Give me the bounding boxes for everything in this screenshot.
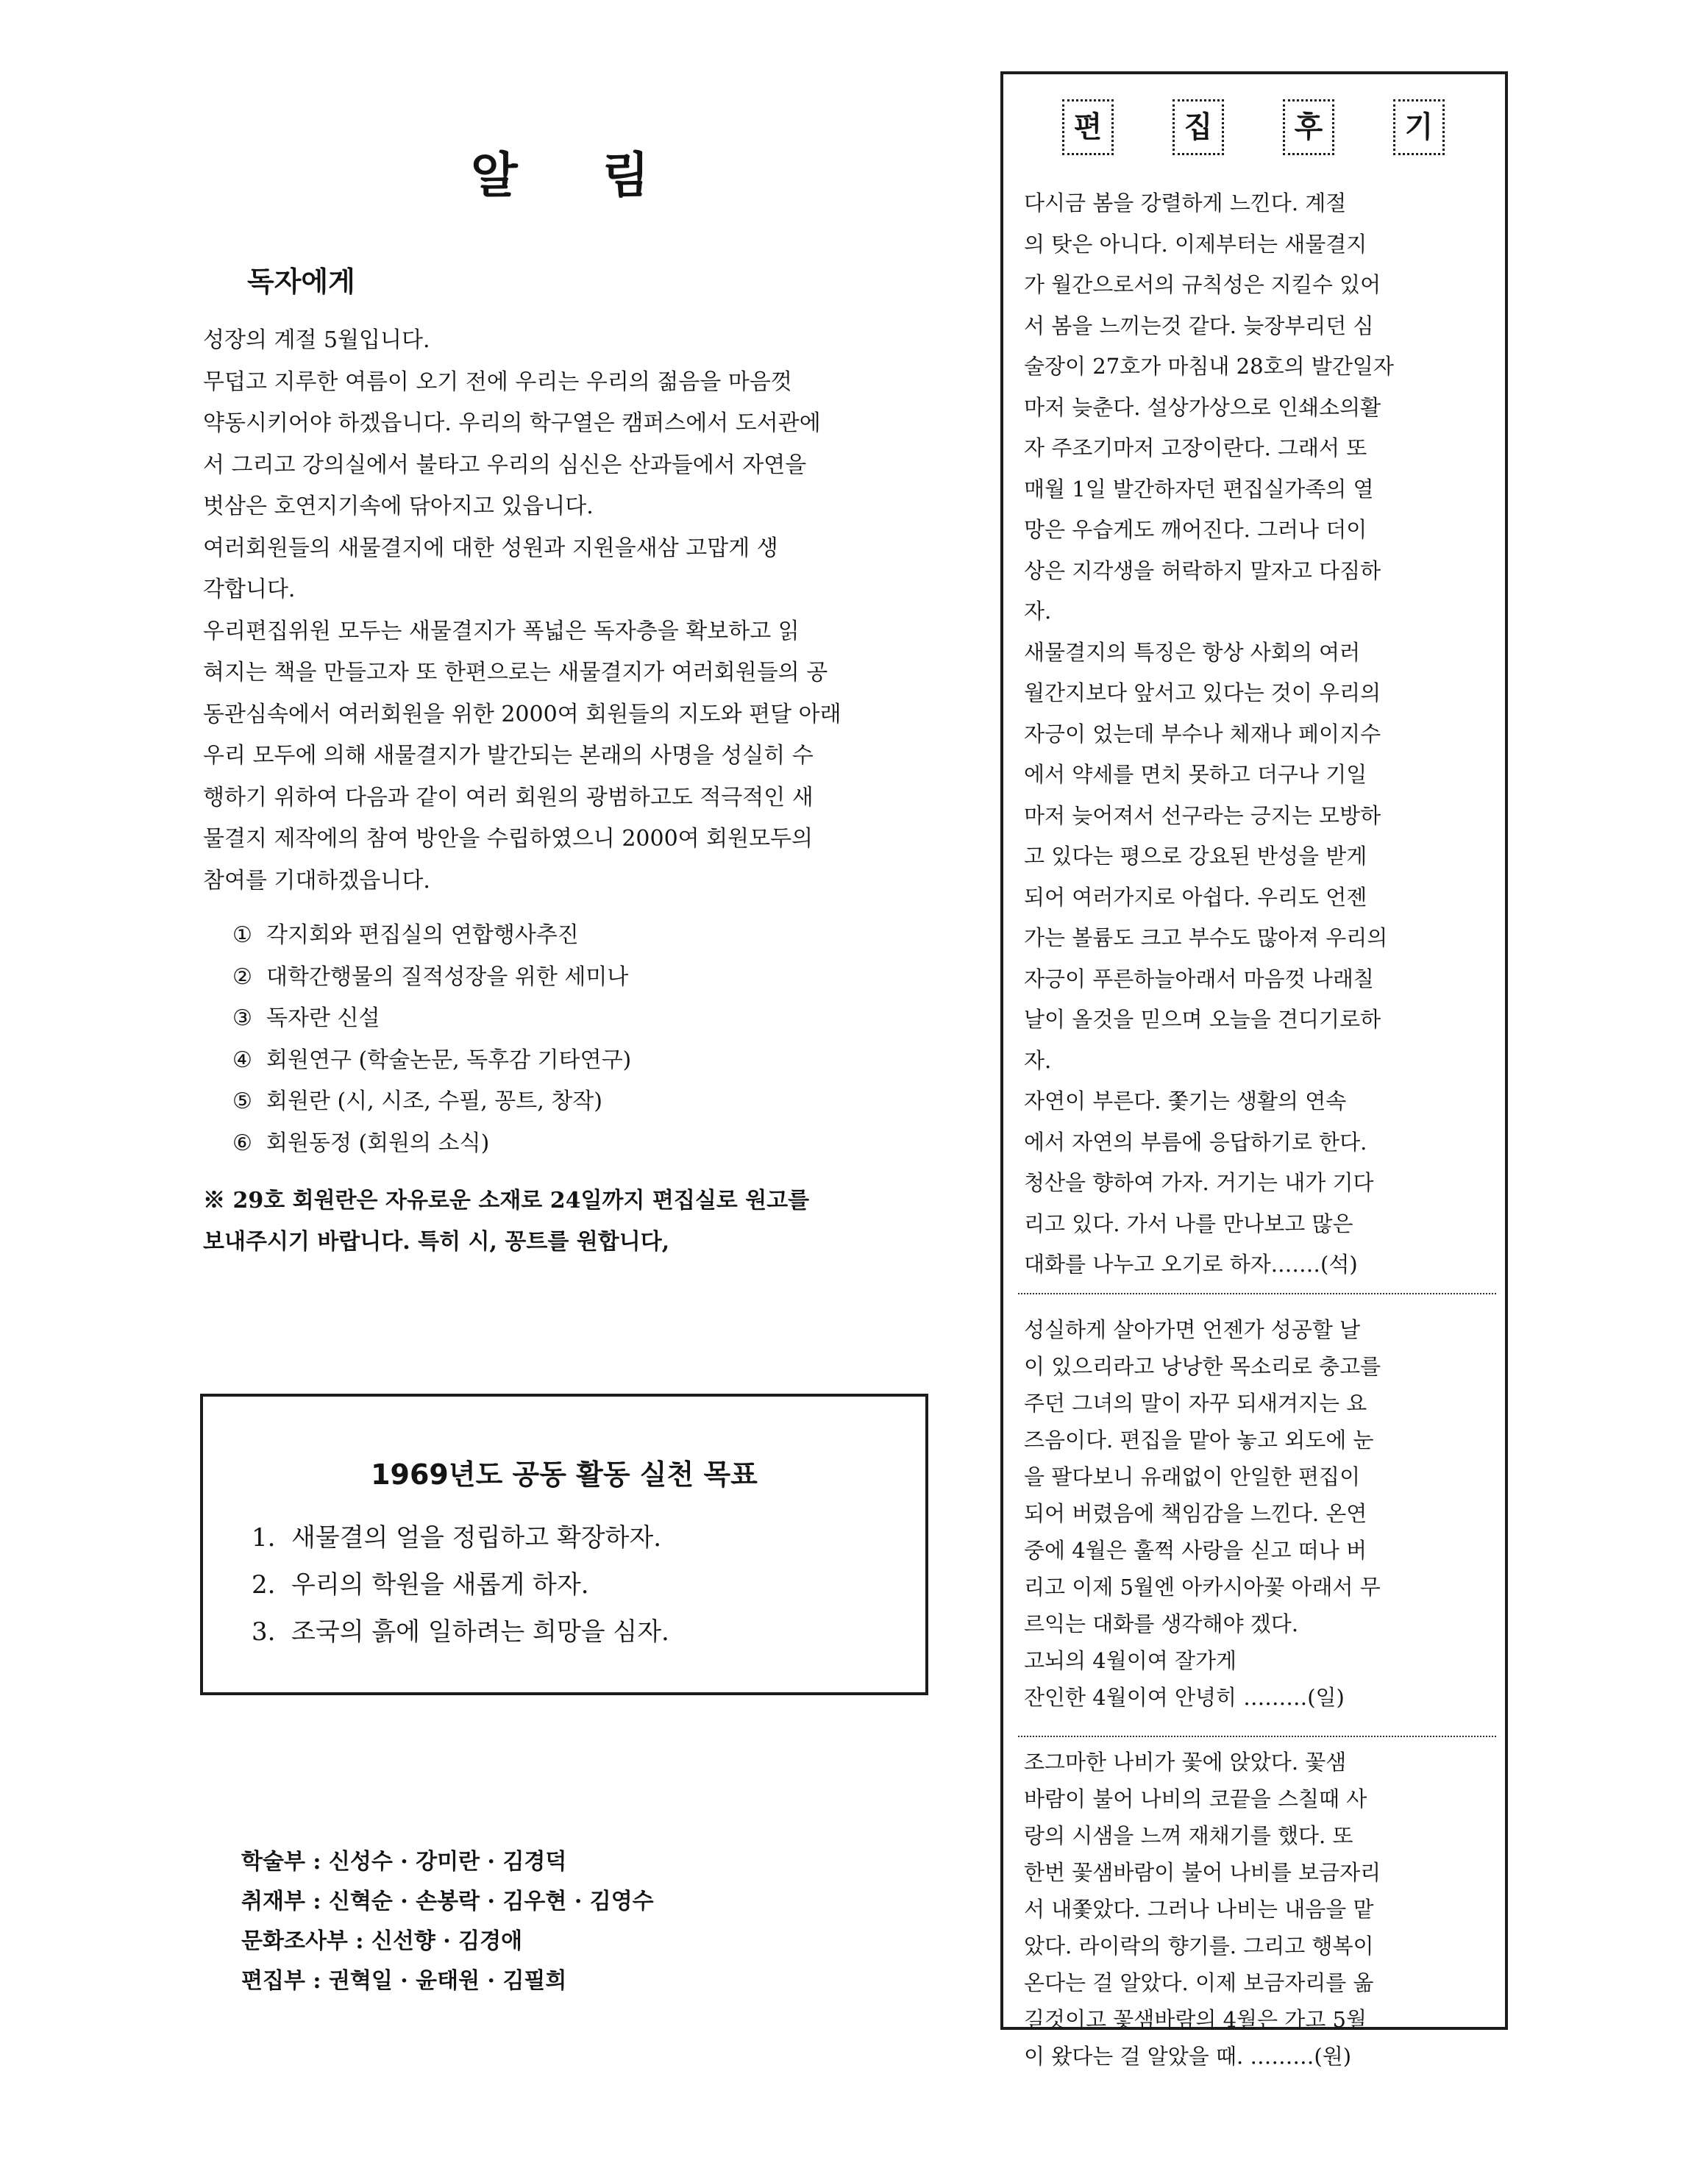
editor-line: 매월 1일 발간하자던 편집실가족의 열 xyxy=(1024,476,1374,502)
list-item xyxy=(232,998,961,1040)
list-item xyxy=(232,1040,961,1082)
editor-line: 새물결지의 특징은 항상 사회의 여러 xyxy=(1024,639,1361,665)
list-item xyxy=(232,1081,961,1123)
staff-line: 문화조사부 : 신선향 · 김경애 xyxy=(241,1928,523,1954)
editor-line: 자긍이 푸른하늘아래서 마음껏 나래칠 xyxy=(1024,966,1374,991)
editor-line: 의 탓은 아니다. 이제부터는 새물결지 xyxy=(1024,231,1367,257)
editor-line: 자긍이 었는데 부수나 체재나 페이지수 xyxy=(1024,721,1381,746)
editor-heading xyxy=(1062,99,1452,157)
editor-line: 랑의 시샘을 느껴 재채기를 했다. 또 xyxy=(1024,1823,1353,1848)
body-line: 참여를 기대하겠읍니다. xyxy=(203,867,430,894)
editor-line: 술장이 27호가 마침내 28호의 발간일자 xyxy=(1024,354,1394,379)
item-number: ① xyxy=(232,922,252,948)
body-line: 우리 모두에 의해 새물결지가 발간되는 본래의 사명을 성실히 수 xyxy=(203,743,814,769)
item-number: 3. xyxy=(252,1617,276,1647)
list-item xyxy=(232,957,961,999)
section-divider xyxy=(1018,1293,1496,1294)
editor-line: 서 봄을 느끼는것 같다. 늦장부리던 심 xyxy=(1024,313,1374,338)
editor-line: 자. xyxy=(1024,599,1052,624)
body-line: 성장의 계절 5월입니다. xyxy=(203,327,430,353)
editor-line: 서 내쫓았다. 그러나 나비는 내음을 맡 xyxy=(1024,1897,1374,1922)
body-line: 여러회원들의 새물결지에 대한 성원과 지원을새삼 고맙게 생 xyxy=(203,535,778,561)
goal-item xyxy=(252,1514,669,1561)
editor-line: 가 월간으로서의 규칙성은 지킬수 있어 xyxy=(1024,272,1381,297)
goal-item xyxy=(252,1561,669,1608)
editor-line: 고 있다는 평으로 강요된 반성을 받게 xyxy=(1024,844,1367,869)
goals-title: 1969년도 공동 활동 실천 목표 xyxy=(371,1458,758,1491)
staff-line: 취재부 : 신혁순 · 손봉락 · 김우현 · 김영수 xyxy=(241,1889,654,1914)
body-line: 동관심속에서 여러회원을 위한 2000여 회원들의 지도와 편달 아래 xyxy=(203,701,841,727)
item-text: 각지회와 편집실의 연합행사추진 xyxy=(266,922,579,948)
staff-line: 편집부 : 권혁일 · 윤태원 · 김필희 xyxy=(241,1968,567,1994)
notice-body xyxy=(203,320,961,902)
editor-line: 주던 그녀의 말이 자꾸 되새겨지는 요 xyxy=(1024,1391,1367,1416)
note-line: ※ 29호 회원란은 자유로운 소재로 24일까지 편집실로 원고를 xyxy=(203,1188,810,1213)
heading-char: 편 xyxy=(1062,99,1114,155)
editor-line: 았다. 라이락의 향기를. 그리고 행복이 xyxy=(1024,1934,1374,1959)
editor-section-2 xyxy=(1024,1311,1495,1716)
item-text: 회원란 (시, 시조, 수필, 꽁트, 창작) xyxy=(266,1088,602,1114)
item-number: ④ xyxy=(232,1047,252,1073)
heading-char: 기 xyxy=(1393,99,1445,155)
item-text: 새물결의 얼을 정립하고 확장하자. xyxy=(291,1523,662,1553)
body-line: 무덥고 지루한 여름이 오기 전에 우리는 우리의 젊음을 마음껏 xyxy=(203,368,792,395)
goals-list xyxy=(252,1514,669,1656)
editor-line: 을 팔다보니 유래없이 안일한 편집이 xyxy=(1024,1464,1361,1489)
editor-line: 길것이고 꽃샘바람의 4월은 가고 5월 xyxy=(1024,2007,1367,2032)
item-number: ⑤ xyxy=(232,1088,252,1114)
item-number: ⑥ xyxy=(232,1130,252,1156)
editor-line: 청산을 향하여 가자. 거기는 내가 기다 xyxy=(1024,1170,1374,1195)
editor-line: 성실하게 살아가면 언젠가 성공할 날 xyxy=(1024,1317,1361,1342)
editor-section-1 xyxy=(1024,183,1495,1286)
editor-line: 한번 꽃샘바람이 불어 나비를 보금자리 xyxy=(1024,1860,1381,1885)
goals-box xyxy=(200,1394,928,1695)
editor-line: 리고 이제 5월엔 아카시아꽃 아래서 무 xyxy=(1024,1575,1381,1600)
editor-line: 고뇌의 4월이여 잘가게 xyxy=(1024,1648,1237,1673)
editor-line: 다시금 봄을 강렬하게 느낀다. 계절 xyxy=(1024,190,1347,215)
body-line: 행하기 위하여 다음과 같이 여러 회원의 광범하고도 적극적인 새 xyxy=(203,784,814,810)
editor-line: 마저 늦춘다. 설상가상으로 인쇄소의활 xyxy=(1024,394,1381,420)
list-item xyxy=(232,1123,961,1165)
editor-line: 조그마한 나비가 꽃에 앉았다. 꽃샘 xyxy=(1024,1750,1347,1775)
body-line: 물결지 제작에의 참여 방안을 수립하였으니 2000여 회원모두의 xyxy=(203,826,814,852)
item-number: 2. xyxy=(252,1570,276,1600)
body-line: 각합니다. xyxy=(203,577,296,602)
item-text: 회원연구 (학술논문, 독후감 기타연구) xyxy=(266,1047,632,1073)
editor-line: 망은 우습게도 깨어진다. 그러나 더이 xyxy=(1024,517,1367,542)
editor-line: 이 있으리라고 낭낭한 목소리로 충고를 xyxy=(1024,1354,1381,1379)
participation-list xyxy=(232,915,961,1164)
list-item xyxy=(232,915,961,957)
item-number: ② xyxy=(232,963,252,990)
notice-title: 알 림 xyxy=(471,147,683,204)
editor-line: 월간지보다 앞서고 있다는 것이 우리의 xyxy=(1024,680,1381,705)
editor-line: 마저 늦어져서 선구라는 긍지는 모방하 xyxy=(1024,802,1381,828)
editor-line: 되어 버렸음에 책임감을 느낀다. 온연 xyxy=(1024,1501,1367,1526)
goal-item xyxy=(252,1608,669,1656)
editor-line: 온다는 걸 알았다. 이제 보금자리를 옮 xyxy=(1024,1970,1374,1995)
editor-section-3 xyxy=(1024,1744,1495,2075)
item-number: 1. xyxy=(252,1523,276,1553)
editor-line: 상은 지각생을 허락하지 말자고 다짐하 xyxy=(1024,557,1381,583)
body-line: 서 그리고 강의실에서 불타고 우리의 심신은 산과들에서 자연을 xyxy=(203,452,807,478)
editor-line: 가는 볼륨도 크고 부수도 많아져 우리의 xyxy=(1024,925,1388,950)
editor-line: 즈음이다. 편집을 맡아 놓고 외도에 눈 xyxy=(1024,1428,1374,1453)
heading-char: 집 xyxy=(1173,99,1224,155)
editor-postscript-box xyxy=(1000,71,1508,2069)
item-text: 우리의 학원을 새롭게 하자. xyxy=(291,1570,589,1600)
body-line: 혀지는 책을 만들고자 또 한편으로는 새물결지가 여러회원들의 공 xyxy=(203,660,828,685)
editor-line: 잔인한 4월이여 안녕히 ………(일) xyxy=(1024,1685,1345,1710)
item-text: 대학간행물의 질적성장을 위한 세미나 xyxy=(266,963,629,990)
body-line: 우리편집위원 모두는 새물결지가 폭넓은 독자층을 확보하고 읽 xyxy=(203,618,800,644)
editor-line: 되어 여러가지로 아쉽다. 우리도 언젠 xyxy=(1024,884,1367,910)
editor-line: 자 주조기마저 고장이란다. 그래서 또 xyxy=(1024,435,1367,460)
staff-line: 학술부 : 신성수 · 강미란 · 김경덕 xyxy=(241,1849,567,1875)
editor-line: 중에 4월은 훌쩍 사랑을 싣고 떠나 버 xyxy=(1024,1538,1367,1563)
editor-line: 르익는 대화를 생각해야 겠다. xyxy=(1024,1611,1299,1636)
editor-line: 자연이 부른다. 쫓기는 생활의 연속 xyxy=(1024,1088,1347,1113)
body-line: 약동시키어야 하겠읍니다. 우리의 학구열은 캠퍼스에서 도서관에 xyxy=(203,410,821,436)
note-line: 보내주시기 바랍니다. 특히 시, 꽁트를 원합니다, xyxy=(203,1229,670,1255)
editor-line: 대화를 나누고 오기로 하자.……(석) xyxy=(1024,1252,1358,1277)
section-divider xyxy=(1018,1736,1496,1737)
body-line: 벗삼은 호연지기속에 닦아지고 있읍니다. xyxy=(203,493,594,519)
editor-line: 이 왔다는 걸 알았을 때. ………(원) xyxy=(1024,2044,1352,2069)
heading-char: 후 xyxy=(1283,99,1334,155)
editor-line: 리고 있다. 가서 나를 만나보고 많은 xyxy=(1024,1211,1353,1236)
item-text: 독자란 신설 xyxy=(266,1005,380,1031)
item-text: 회원동정 (회원의 소식) xyxy=(266,1130,490,1156)
editor-line: 날이 올것을 믿으며 오늘을 견디기로하 xyxy=(1024,1007,1381,1032)
item-text: 조국의 흙에 일하려는 희망을 심자. xyxy=(291,1617,669,1647)
editor-line: 바람이 불어 나비의 코끝을 스칠때 사 xyxy=(1024,1786,1367,1811)
editor-line: 에서 약세를 면치 못하고 더구나 기일 xyxy=(1024,762,1367,787)
submission-note xyxy=(203,1180,968,1263)
item-number: ③ xyxy=(232,1005,252,1031)
editor-line: 자. xyxy=(1024,1047,1052,1073)
editor-line: 에서 자연의 부름에 응답하기로 한다. xyxy=(1024,1129,1367,1155)
notice-subtitle: 독자에게 xyxy=(247,265,355,298)
staff-list xyxy=(241,1842,654,2001)
